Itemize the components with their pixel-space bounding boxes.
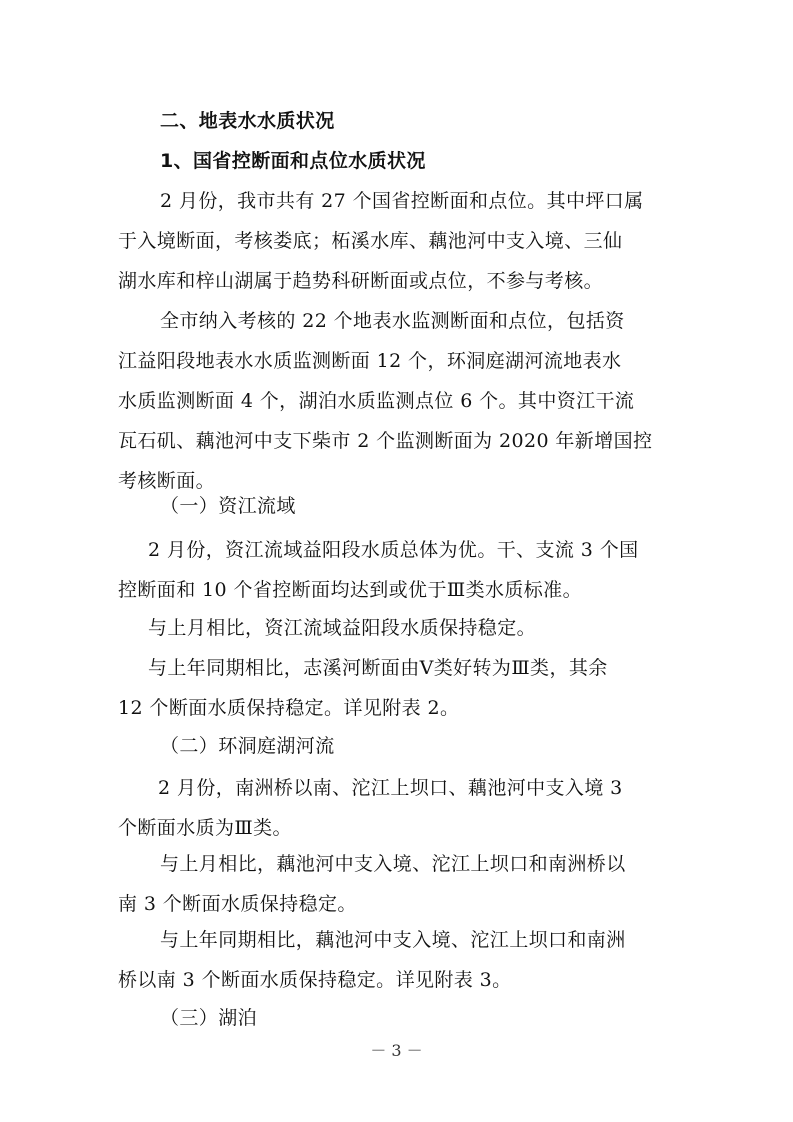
heading-zijiang: （一）资江流域: [160, 495, 296, 517]
paragraph-line: 考核断面。: [118, 470, 216, 492]
paragraph-line: 江益阳段地表水水质监测断面 12 个，环洞庭湖河流地表水: [118, 350, 622, 372]
section-heading: 二、地表水水质状况: [160, 110, 335, 132]
paragraph-line: 12 个断面水质保持稳定。详见附表 2。: [118, 697, 460, 719]
paragraph-line: 与上年同期相比，藕池河中支入境、沱江上坝口和南洲: [160, 929, 626, 951]
paragraph-line: 全市纳入考核的 22 个地表水监测断面和点位，包括资: [160, 310, 625, 332]
heading-dongting: （二）环洞庭湖河流: [160, 735, 335, 757]
paragraph-line: 2 月份，资江流域益阳段水质总体为优。干、支流 3 个国: [148, 539, 639, 561]
heading-lakes: （三）湖泊: [160, 1007, 258, 1029]
paragraph-line: 瓦石矶、藕池河中支下柴市 2 个监测断面为 2020 年新增国控: [118, 430, 653, 452]
subsection-heading: 1、国省控断面和点位水质状况: [160, 150, 426, 172]
paragraph-line: 湖水库和梓山湖属于趋势科研断面或点位，不参与考核。: [118, 270, 604, 292]
paragraph-line: 南 3 个断面水质保持稳定。: [118, 893, 357, 915]
paragraph-line: 与上年同期相比，志溪河断面由Ⅴ类好转为Ⅲ类，其余: [148, 657, 608, 679]
paragraph-line: 于入境断面，考核娄底；柘溪水库、藕池河中支入境、三仙: [118, 230, 623, 252]
paragraph-line: 与上月相比，资江流域益阳段水质保持稳定。: [148, 617, 537, 639]
paragraph-line: 控断面和 10 个省控断面均达到或优于Ⅲ类水质标准。: [118, 579, 582, 601]
page-number: － 3 －: [370, 1041, 423, 1060]
paragraph-line: 个断面水质为Ⅲ类。: [118, 817, 292, 839]
paragraph-line: 2 月份，我市共有 27 个国省控断面和点位。其中坪口属: [160, 190, 644, 212]
paragraph-line: 水质监测断面 4 个，湖泊水质监测点位 6 个。其中资江干流: [118, 390, 635, 412]
paragraph-line: 与上月相比，藕池河中支入境、沱江上坝口和南洲桥以: [160, 853, 626, 875]
paragraph-line: 2 月份，南洲桥以南、沱江上坝口、藕池河中支入境 3: [158, 777, 623, 799]
paragraph-line: 桥以南 3 个断面水质保持稳定。详见附表 3。: [118, 969, 512, 991]
